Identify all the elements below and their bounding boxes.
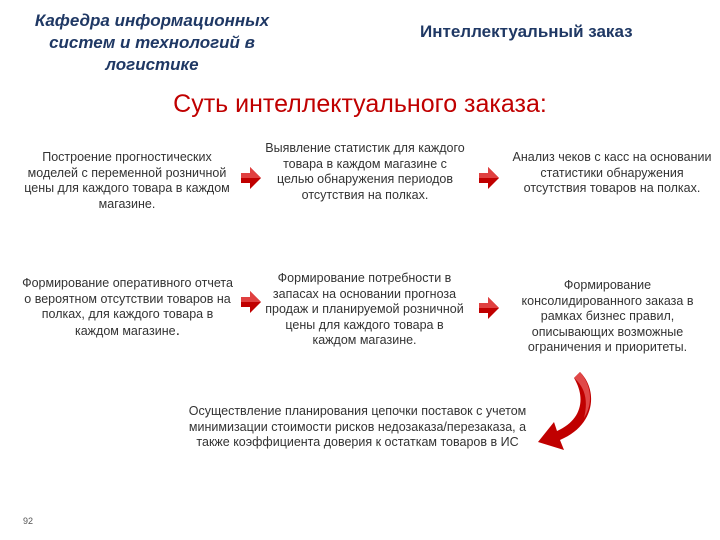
step-receipt-analysis: Анализ чеков с касс на основании статистики обнаружения отсутствия товаров на полках. (512, 150, 712, 195)
slide-header-title: Интеллектуальный заказ (420, 22, 633, 41)
arrow-right-icon (240, 290, 262, 314)
step-model-building: Построение прогностических моделей с переменной розничной цены для каждого товара в каждом магазине. (24, 150, 230, 211)
arrow-right-icon (478, 296, 500, 320)
step-consolidated-order: Формирование консолидированного заказа в рамках бизнес правил, описывающих возможные ограничения и приоритеты. (521, 278, 694, 354)
main-title: Суть интеллектуального заказа: (173, 90, 547, 118)
final-step-planning: Осуществление планирования цепочки поставок с учетом минимизации стоимости рисков недозаказа/перезаказа, а также коэффициента доверия к остаткам товаров в ИС (188, 404, 527, 449)
step-operational-report-end: . (175, 321, 181, 339)
curved-arrow-icon (530, 370, 600, 460)
step-operational-report-text: Формирование оперативного отчета о вероятном отсутствии товаров на полках, для каждого товара в каждом магазине (22, 276, 233, 338)
department-name: Кафедра информационных систем и технологий в логистике (34, 11, 270, 74)
arrow-right-icon (240, 166, 262, 190)
arrow-right-icon (478, 166, 500, 190)
step-statistics: Выявление статистик для каждого товара в каждом магазине с целью обнаружения периодов отсутствия на полках. (265, 141, 465, 202)
page-number: 92 (23, 516, 34, 526)
step-operational-report (20, 276, 235, 339)
step-stock-needs: Формирование потребности в запасах на основании прогноза продаж и планируемой розничной цены для каждого товара в каждом магазине. (265, 271, 464, 347)
